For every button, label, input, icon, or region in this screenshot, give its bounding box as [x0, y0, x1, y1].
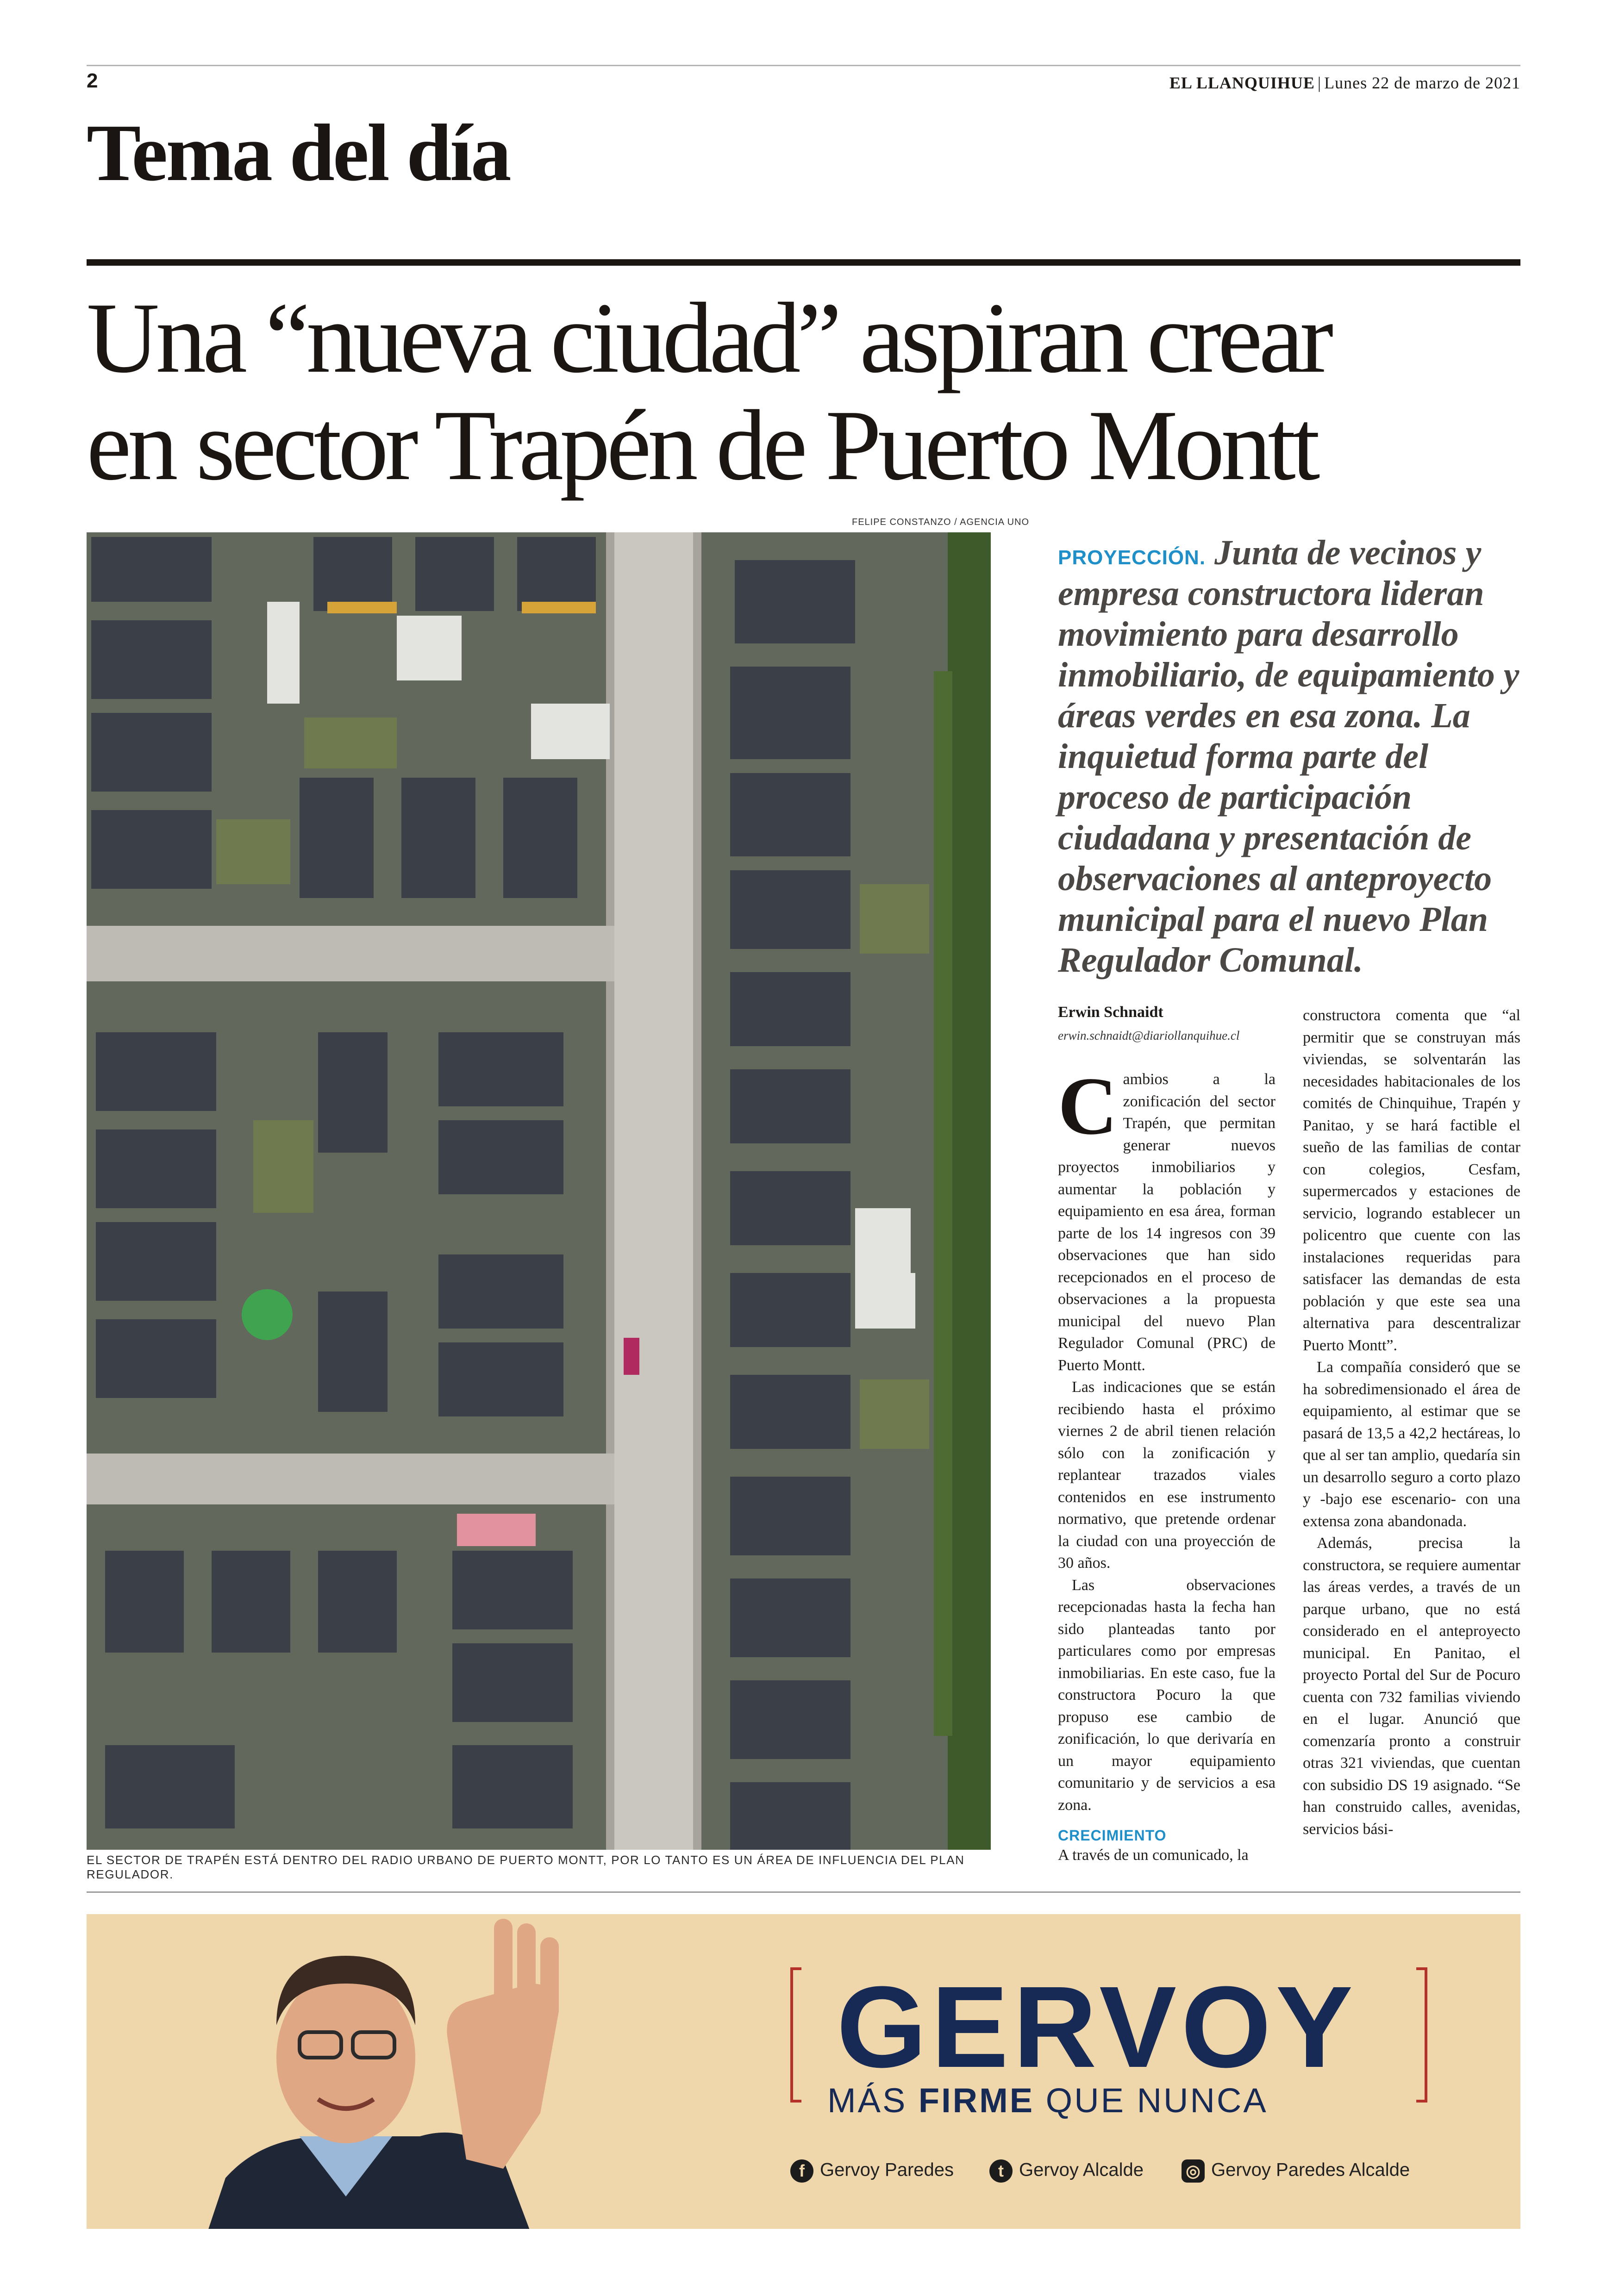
article-deck — [1058, 532, 1526, 980]
slogan-post: QUE NUNCA — [1034, 2081, 1268, 2120]
bracket-right — [1416, 1967, 1427, 2103]
social-facebook — [790, 2159, 954, 2183]
paragraph-4: A través de un comunicado, la — [1058, 1847, 1249, 1864]
social-twitter — [989, 2159, 1144, 2183]
issue-date: Lunes 22 de marzo de 2021 — [1324, 74, 1520, 92]
headline-line-1: Una “nueva ciudad” aspiran crear — [87, 282, 1330, 394]
page-number: 2 — [87, 69, 98, 92]
paragraph-5: constructora comenta que “al permitir que se construyan más viviendas, se solventarán las necesidades habitacionales de los comités de Chinquihue, Trapén y Panitao, y se hará factible el sueño de las familias de contar con colegios, Cesfam, supermercados y estaciones de servicio, logrando establecer un policentro que cuente con las instalaciones requeridas para satisfacer las demandas de esta población y que este sea una alternativa para descentralizar Puerto Montt”. — [1303, 1007, 1520, 1354]
slogan-bold: FIRME — [918, 2081, 1035, 2120]
slogan-pre: MÁS — [827, 2081, 919, 2120]
paragraph-6: La compañía consideró que se ha sobredimensionado el área de equipamiento, al estimar que se pasará de 13,5 a 42,2 hectáreas, lo que al ser tan amplio, quedaría sin un desarrollo seguro a corto plazo y -bajo ese escenario- con una extensa zona abandonada. — [1303, 1359, 1520, 1530]
aerial-photo — [87, 532, 991, 1850]
paragraph-7: Además, precisa la constructora, se requiere aumentar las áreas verdes, a través de un parque urbano, que no está considerado en el anteproyecto municipal. En Panitao, el proyecto Portal del Sur de Pocuro cuenta con 732 familias viviendo en el lugar. Anunció que comenzaría pronto a construir otras 321 viviendas, que cuentan con subsidio DS 19 asignado. “Se han construido calles, avenidas, servicios bási- — [1303, 1535, 1520, 1838]
drop-cap: C — [1058, 1060, 1118, 1152]
facebook-handle: Gervoy Paredes — [820, 2159, 954, 2180]
photo-caption: EL SECTOR DE TRAPÉN ESTÁ DENTRO DEL RADIO URBANO DE PUERTO MONTT, POR LO TANTO ES UN ÁREA DE INFLUENCIA DEL PLAN REGULADOR. — [87, 1853, 965, 1881]
section-title: Tema del día — [87, 108, 510, 198]
instagram-icon: ◎ — [1182, 2159, 1205, 2183]
twitter-handle: Gervoy Alcalde — [1019, 2159, 1144, 2180]
newspaper-name: EL LLANQUIHUE — [1169, 74, 1315, 92]
subheading: CRECIMIENTO — [1058, 1827, 1167, 1844]
candidate-portrait — [207, 1919, 763, 2229]
deck-text: Junta de vecinos y empresa constructora lideran movimiento para desarrollo inmobiliario, de equipamiento y áreas verdes en esa zona. La inquietud forma parte del proceso de participación ciudadana y presentación de observaciones al anteproyecto municipal para el nuevo Plan Regulador Comunal. — [1058, 533, 1519, 980]
social-instagram — [1182, 2159, 1410, 2183]
ad-brand: GERVOY — [837, 1962, 1358, 2091]
section-rule — [87, 259, 1520, 266]
ad-slogan — [827, 2081, 1268, 2120]
deck-kicker: PROYECCIÓN. — [1058, 546, 1206, 569]
article-column-2 — [1303, 1004, 1520, 1840]
facebook-icon: f — [790, 2159, 813, 2183]
byline-author: Erwin Schnaidt — [1058, 1004, 1163, 1021]
byline-email: erwin.schnaidt@diariollanquihue.cl — [1058, 1029, 1240, 1042]
top-rule — [87, 65, 1520, 66]
instagram-handle: Gervoy Paredes Alcalde — [1211, 2159, 1410, 2180]
campaign-advertisement — [87, 1914, 1520, 2229]
article-bottom-rule — [87, 1891, 1520, 1893]
bracket-left — [790, 1967, 801, 2103]
paragraph-2: Las indicaciones que se están recibiendo hasta el próximo viernes 2 de abril tienen relación sólo con la zonificación y replantear trazados viales contenidos en ese instrumento normativo, que pretende ordenar la ciudad con una proyección de 30 años. — [1058, 1379, 1276, 1572]
paragraph-3: Las observaciones recepcionadas hasta la fecha han sido planteadas tanto por particulares como por empresas inmobiliarias. En este caso, fue la constructora Pocuro la que propuso ese cambio de zonificación, lo que derivaría en un mayor equipamiento comunitario y de servicios a esa zona. — [1058, 1576, 1276, 1814]
masthead: EL LLANQUIHUE | Lunes 22 de marzo de 2021 — [1169, 74, 1520, 92]
headline — [87, 282, 1531, 501]
headline-line-2: en sector Trapén de Puerto Montt — [87, 390, 1317, 501]
aerial-neighborhood-image — [87, 532, 991, 1850]
photo-credit: FELIPE CONSTANZO / AGENCIA UNO — [852, 517, 1030, 527]
twitter-icon: t — [989, 2159, 1013, 2183]
paragraph-1: ambios a la zonificación del sector Trapén, que permitan generar nuevos proyectos inmobiliarios y aumentar la población y equipamiento en esa área, forman parte de los 14 ingresos con 39 observaciones que han sido recepcionados en el proceso de observaciones a la propuesta municipal del nuevo Plan Regulador Comunal (PRC) de Puerto Montt. — [1058, 1071, 1276, 1374]
article-column-1 — [1058, 1060, 1276, 1866]
